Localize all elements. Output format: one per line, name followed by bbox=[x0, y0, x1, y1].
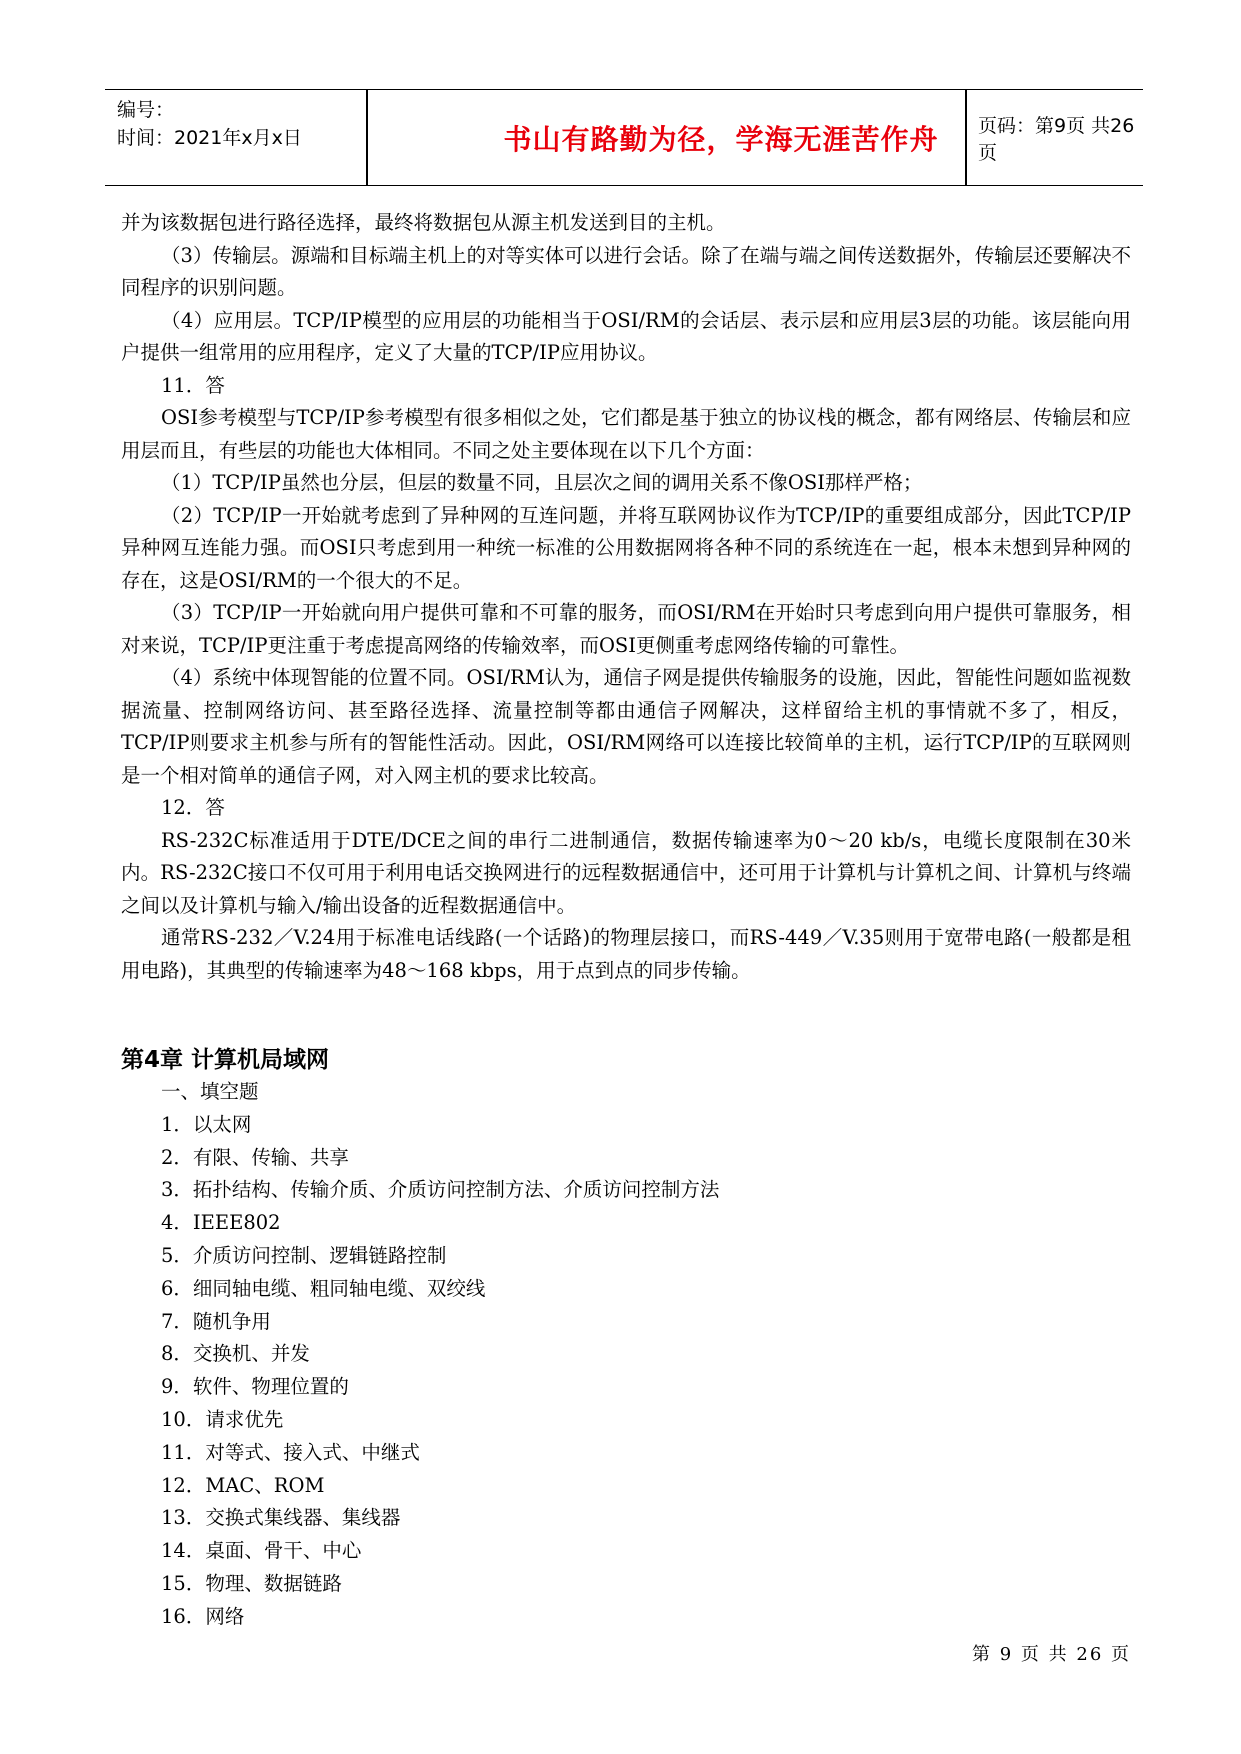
answer-item: 6．细同轴电缆、粗同轴电缆、双绞线 bbox=[161, 1276, 486, 1300]
answer-item: 2．有限、传输、共享 bbox=[161, 1145, 349, 1169]
answer-item: 14．桌面、骨干、中心 bbox=[161, 1539, 362, 1563]
answer-item: 15．物理、数据链路 bbox=[161, 1571, 342, 1595]
document-number-label: 编号： bbox=[117, 99, 175, 121]
body-paragraph: （2）TCP/IP一开始就考虑到了异种网的互连问题，并将互联网协议作为TCP/IP的重要组成部分，因此TCP/IP异种网互连能力强。而OSI只考虑到用一种统一标准的公用数据网将各种不同的系统连在一起，根本未想到异种网的存在，这是OSI/RM的一个很大的不足。 bbox=[121, 503, 1131, 592]
section-heading: 一、填空题 bbox=[161, 1080, 259, 1103]
answer-item: 10．请求优先 bbox=[161, 1407, 284, 1431]
answer-item: 1．以太网 bbox=[161, 1112, 252, 1136]
body-paragraph: （3）TCP/IP一开始就向用户提供可靠和不可靠的服务，而OSI/RM在开始时只考虑到向用户提供可靠服务，相对来说，TCP/IP更注重于考虑提高网络的传输效率，而OSI更侧重考虑网络传输的可靠性。 bbox=[121, 601, 1131, 657]
answer-item: 11．对等式、接入式、中继式 bbox=[161, 1440, 420, 1464]
body-paragraph: 12．答 bbox=[161, 796, 225, 819]
body-paragraph: （4）应用层。TCP/IP模型的应用层的功能相当于OSI/RM的会话层、表示层和应用层3层的功能。该层能向用户提供一组常用的应用程序，定义了大量的TCP/IP应用协议。 bbox=[121, 308, 1131, 364]
body-paragraph: RS-232C标准适用于DTE/DCE之间的串行二进制通信，数据传输速率为0～20 kb/s，电缆长度限制在30米内。RS-232C接口不仅可用于利用电话交换网进行的远程数据通信中，还可用于计算机与计算机之间、计算机与终端之间以及计算机与输入/输出设备的近程数据通信中。 bbox=[121, 828, 1131, 917]
body-paragraph: 通常RS-232／V.24用于标准电话线路(一个话路)的物理层接口，而RS-449／V.35则用于宽带电路(一般都是租用电路)，其典型的传输速率为48～168 kbps，用于点到点的同步传输。 bbox=[121, 926, 1131, 982]
header-page-label: 页码：第9页 共26页 bbox=[978, 114, 1135, 164]
page-header bbox=[105, 89, 1143, 186]
answer-item: 13．交换式集线器、集线器 bbox=[161, 1506, 401, 1530]
answer-item: 8．交换机、并发 bbox=[161, 1342, 310, 1366]
body-paragraph: 并为该数据包进行路径选择，最终将数据包从源主机发送到目的主机。 bbox=[121, 211, 726, 234]
document-time-label: 时间：2021年x月x日 bbox=[117, 127, 302, 149]
document-body bbox=[121, 207, 1131, 1078]
body-paragraph: （4）系统中体现智能的位置不同。OSI/RM认为，通信子网是提供传输服务的设施，因此，智能性问题如监视数据流量、控制网络访问、甚至路径选择、流量控制等都由通信子网解决，这样留给主机的事情就不多了，相反，TCP/IP则要求主机参与所有的智能性活动。因此，OSI/RM网络可以连接比较简单的主机，运行TCP/IP的互联网则是一个相对简单的通信子网，对入网主机的要求比较高。 bbox=[121, 666, 1131, 787]
answer-list bbox=[121, 1076, 719, 1634]
answer-item: 9．软件、物理位置的 bbox=[161, 1375, 349, 1399]
header-meta bbox=[117, 96, 367, 152]
body-paragraph: （3）传输层。源端和目标端主机上的对等实体可以进行会话。除了在端与端之间传送数据外，传输层还要解决不同程序的识别问题。 bbox=[121, 243, 1131, 299]
header-divider bbox=[965, 90, 967, 185]
body-paragraph: （1）TCP/IP虽然也分层，但层的数量不同，且层次之间的调用关系不像OSI那样严格； bbox=[161, 471, 923, 494]
answer-item: 16．网络 bbox=[161, 1604, 245, 1628]
answer-item: 7．随机争用 bbox=[161, 1309, 271, 1333]
body-paragraph: OSI参考模型与TCP/IP参考模型有很多相似之处，它们都是基于独立的协议栈的概念，都有网络层、传输层和应用层而且，有些层的功能也大体相同。不同之处主要体现在以下几个方面： bbox=[121, 406, 1131, 462]
answer-item: 5．介质访问控制、逻辑链路控制 bbox=[161, 1243, 447, 1267]
page-footer: 第 9 页 共 26 页 bbox=[972, 1644, 1131, 1665]
header-motto: 书山有路勤为径，学海无涯苦作舟 bbox=[503, 122, 939, 156]
answer-item: 12．MAC、ROM bbox=[161, 1473, 325, 1497]
chapter-title: 第4章 计算机局域网 bbox=[121, 1047, 330, 1073]
answer-item: 3．拓扑结构、传输介质、介质访问控制方法、介质访问控制方法 bbox=[161, 1178, 720, 1202]
body-paragraph: 11．答 bbox=[161, 373, 225, 397]
answer-item: 4．IEEE802 bbox=[161, 1211, 281, 1235]
